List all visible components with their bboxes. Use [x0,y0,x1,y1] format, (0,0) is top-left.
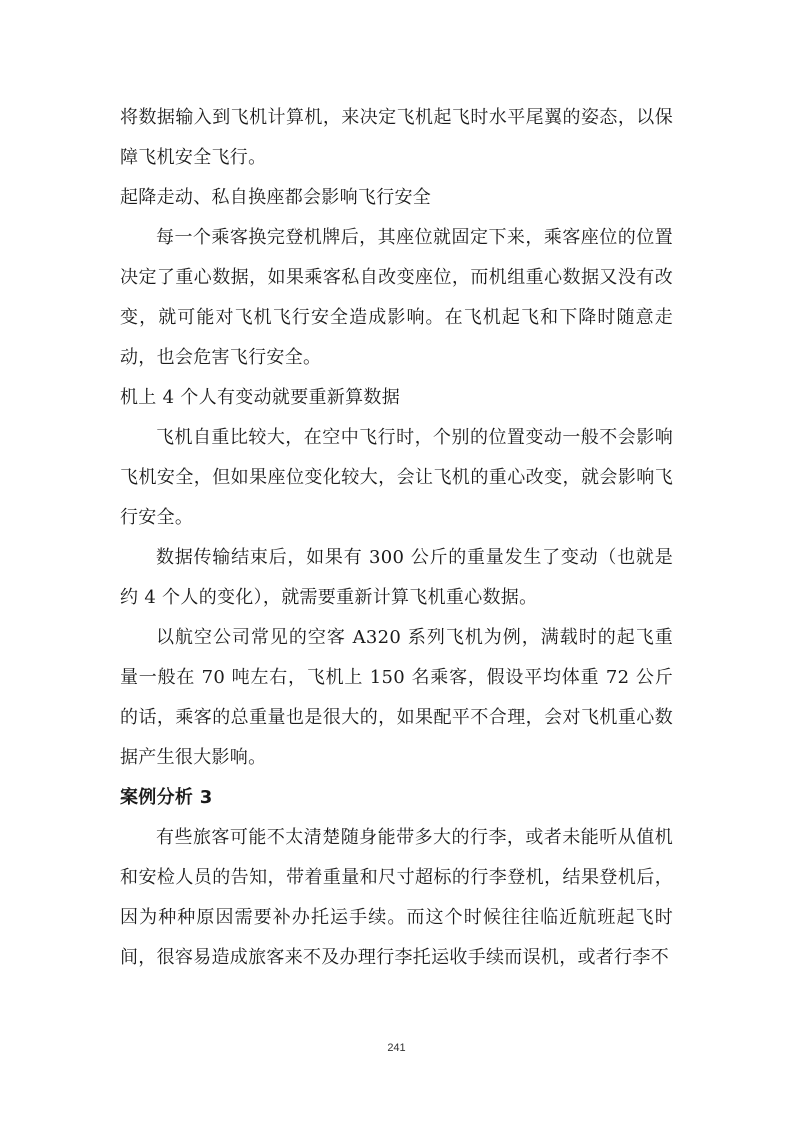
paragraph-text: 飞机自重比较大，在空中飞行时，个别的位置变动一般不会影响飞机安全，但如果座位变化较大，会让飞机的重心改变，就会影响飞行安全。 [120,427,673,528]
page-body [120,98,673,978]
page-number: 241 [387,1042,406,1054]
section-heading: 起降走动、私自换座都会影响飞行安全 [120,187,432,208]
section-heading: 机上 4 个人有变动就要重新算数据 [120,387,400,408]
paragraph-text: 数据传输结束后，如果有 300 公斤的重量发生了变动（也就是约 4 个人的变化），就需要重新计算飞机重心数据。 [120,547,673,608]
paragraph-text: 以航空公司常见的空客 A320 系列飞机为例，满载时的起飞重量一般在 70 吨左右，飞机上 150 名乘客，假设平均体重 72 公斤的话，乘客的总重量也是很大的，如果配平不合理，会对飞机重心数据产生很大影响。 [120,627,673,768]
paragraph-text: 有些旅客可能不太清楚随身能带多大的行李，或者未能听从值机和安检人员的告知，带着重量和尺寸超标的行李登机，结果登机后，因为种种原因需要补办托运手续。而这个时候往往临近航班起飞时间，很容易造成旅客来不及办理行李托运收手续而误机，或者行李不 [120,827,673,968]
paragraph-text: 每一个乘客换完登机牌后，其座位就固定下来，乘客座位的位置决定了重心数据，如果乘客私自改变座位，而机组重心数据又没有改变，就可能对飞机飞行安全造成影响。在飞机起飞和下降时随意走动，也会危害飞行安全。 [120,227,673,368]
paragraph-text: 将数据输入到飞机计算机，来决定飞机起飞时水平尾翼的姿态，以保障飞机安全飞行。 [120,107,673,168]
case-analysis-heading: 案例分析 3 [120,787,213,808]
